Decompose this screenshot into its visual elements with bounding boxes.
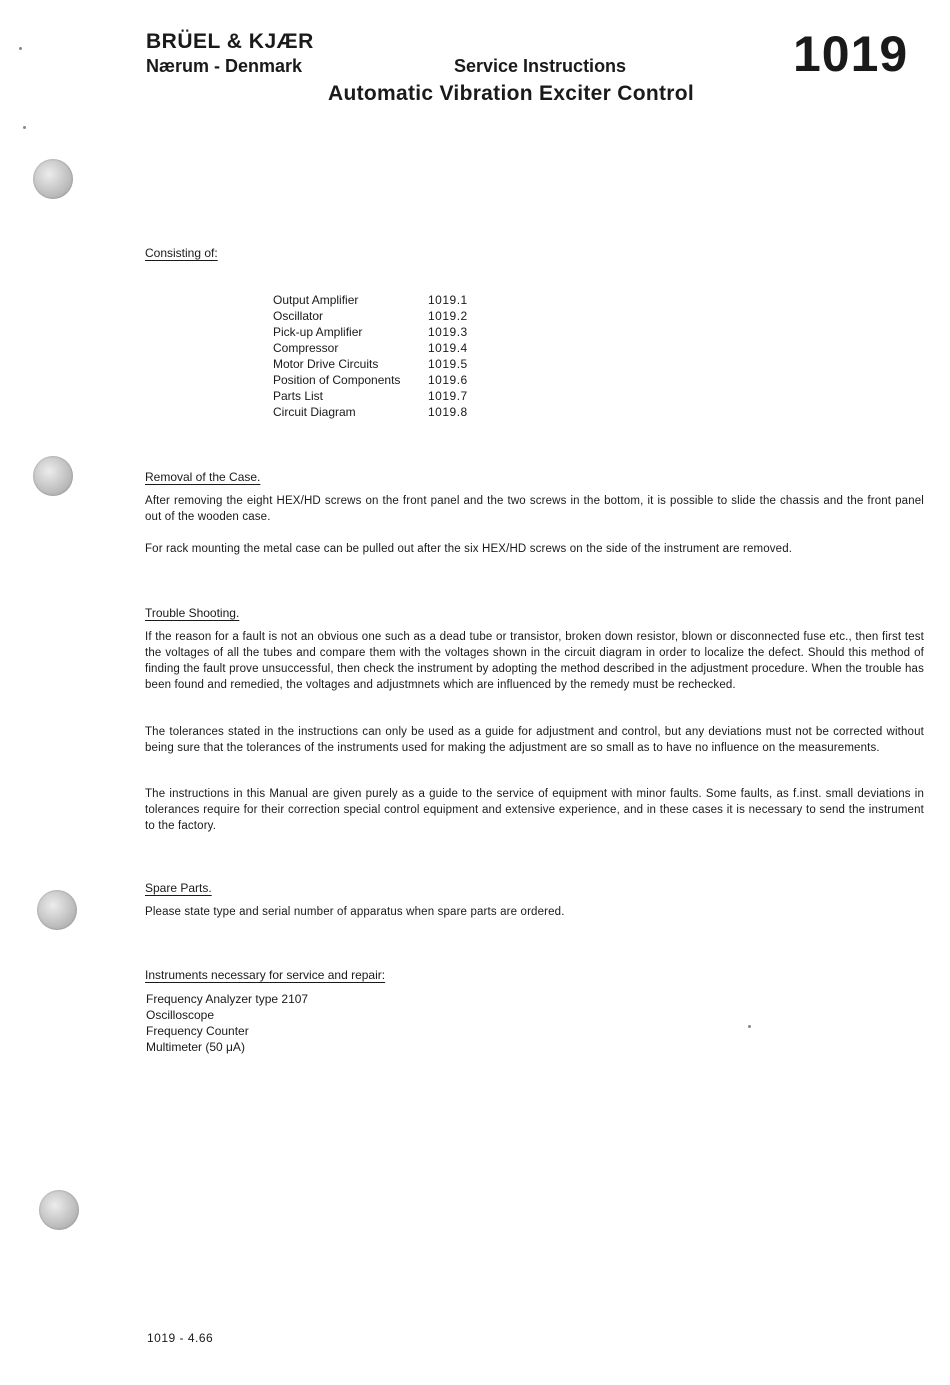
removal-paragraph-2: For rack mounting the metal case can be pulled out after the six HEX/HD screws on the side of the instrument are removed.	[145, 543, 793, 555]
list-item	[273, 356, 488, 372]
component-name: Pick-up Amplifier	[273, 325, 363, 339]
punch-hole	[39, 1190, 79, 1230]
punch-hole	[33, 456, 73, 496]
list-item	[273, 404, 488, 420]
list-item	[273, 340, 488, 356]
paper-speck	[748, 1025, 751, 1028]
component-name: Parts List	[273, 389, 324, 403]
component-name: Motor Drive Circuits	[273, 357, 379, 371]
punch-hole	[37, 890, 77, 930]
product-title: Automatic Vibration Exciter Control	[328, 82, 694, 105]
component-name: Output Amplifier	[273, 293, 359, 307]
component-name: Circuit Diagram	[273, 405, 356, 419]
paper-speck	[23, 126, 26, 129]
list-item: Frequency Analyzer type 2107	[146, 992, 309, 1006]
punch-hole	[33, 159, 73, 199]
removal-heading: Removal of the Case.	[145, 470, 261, 484]
component-code: 1019.4	[428, 341, 468, 355]
list-item: Oscilloscope	[146, 1008, 215, 1022]
instrument-list	[146, 991, 308, 1055]
company-location: Nærum - Denmark	[146, 56, 303, 76]
component-code: 1019.3	[428, 325, 468, 339]
list-item	[273, 308, 488, 324]
component-code: 1019.2	[428, 309, 468, 323]
component-name: Compressor	[273, 341, 339, 355]
component-code: 1019.5	[428, 357, 468, 371]
component-name: Oscillator	[273, 309, 324, 323]
model-number: 1019	[793, 26, 909, 82]
component-name: Position of Components	[273, 373, 401, 387]
list-item	[273, 372, 488, 388]
spare-paragraph: Please state type and serial number of apparatus when spare parts are ordered.	[145, 906, 565, 918]
list-item	[273, 324, 488, 340]
footer-code: 1019 - 4.66	[147, 1331, 214, 1345]
company-name: BRÜEL & KJÆR	[146, 30, 314, 53]
component-code: 1019.8	[428, 405, 468, 419]
spare-heading: Spare Parts.	[145, 881, 212, 895]
component-code: 1019.1	[428, 293, 468, 307]
list-item	[273, 292, 488, 308]
removal-paragraph-1: After removing the eight HEX/HD screws on the front panel and the two screws in the bottom, it is possible to slide the chassis and the front panel out of the wooden case.	[145, 495, 924, 523]
trouble-heading: Trouble Shooting.	[145, 606, 240, 620]
component-code: 1019.7	[428, 389, 468, 403]
document-type: Service Instructions	[454, 56, 627, 76]
trouble-paragraph-3: The instructions in this Manual are given purely as a guide to the service of equipment with minor faults. Some faults, as f.inst. small deviations in tolerances require for their correction special control equipment and extensive experience, and in these cases it is necessary to send the instrument to the factory.	[145, 788, 924, 832]
list-item	[273, 388, 488, 404]
instruments-heading: Instruments necessary for service and repair:	[145, 968, 386, 982]
component-list	[273, 292, 488, 420]
trouble-paragraph-2: The tolerances stated in the instructions can only be used as a guide for adjustment and control, but any deviations must not be corrected without being sure that the tolerances of the instruments used for making the adjustment are so small as to have no influence on the measurements.	[145, 726, 924, 754]
trouble-paragraph-1: If the reason for a fault is not an obvious one such as a dead tube or transistor, broken down resistor, blown or disconnected fuse etc., then first test the voltages of all the tubes and compare them with the voltages shown in the circuit diagram in order to localize the defect. Should this method of finding the fault prove unsuccessful, then check the instrument by adopting the method described in the adjustment procedure. When the trouble has been found and remedied, the voltages and adjustmnets which are influenced by the remedy must be rechecked.	[145, 631, 924, 691]
consisting-heading: Consisting of:	[145, 246, 218, 260]
list-item: Multimeter (50 μA)	[146, 1040, 245, 1054]
component-code: 1019.6	[428, 373, 468, 387]
list-item: Frequency Counter	[146, 1024, 249, 1038]
paper-speck	[19, 47, 22, 50]
